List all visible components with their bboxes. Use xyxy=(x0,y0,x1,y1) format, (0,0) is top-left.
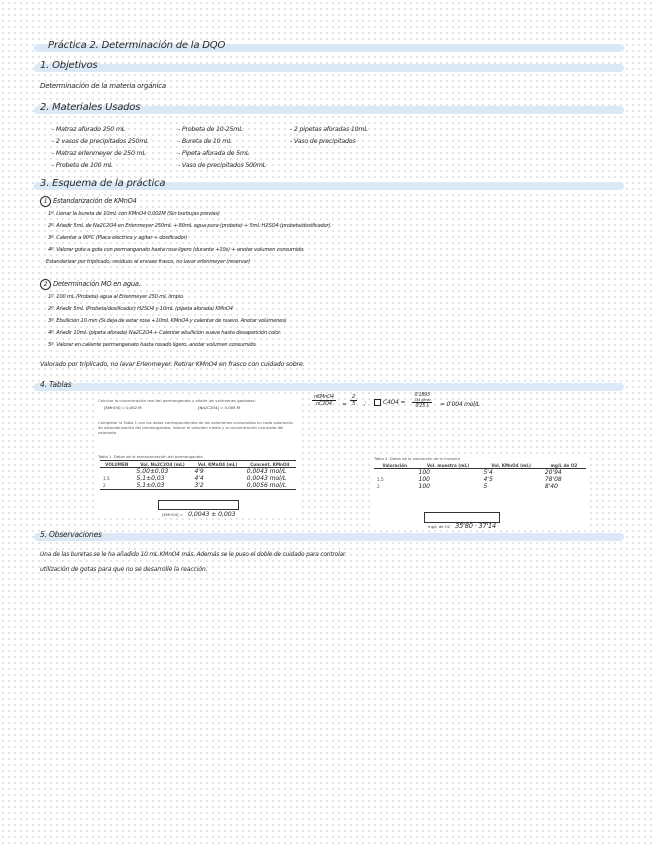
printed-subline: [Na2C2O4] = 0,005 M xyxy=(198,405,240,410)
section-highlight xyxy=(34,64,624,72)
esquema-part1-title: 1 Estandarización de KMnO4 xyxy=(40,196,137,207)
material-item: - Bureta de 10 mL xyxy=(178,138,232,145)
equation-quotient: 0'1893 134 g/mol 0'25 L xyxy=(414,393,431,409)
observaciones-line: utilización de gotas para que no se desarrolle la reacción. xyxy=(40,566,208,573)
material-item: - Pipeta aforada de 5mL xyxy=(178,150,250,157)
material-item: - 2 pipetas aforadas 10mL xyxy=(290,126,368,133)
printed-paragraph: Completar la Tabla 1 con los datos correspondientes de los volúmenes consumidos en cada valoración de estandarización del permanganato, indicar el volumen medio y la concentración calculada del valorante. xyxy=(98,420,294,436)
table-header: VOLUMEN xyxy=(105,461,129,467)
material-item: - Probeta de 10-25mL xyxy=(178,126,243,133)
table-row: 1.5 100 4'5 78'08 xyxy=(377,476,562,483)
material-item: - Matraz erlenmeyer de 250 mL xyxy=(52,150,146,157)
table-row: 1.5 5,1±0,03 4'4 0,0043 mol/L xyxy=(103,475,287,482)
table-row: 2 100 5 8'40 xyxy=(377,483,558,490)
esquema-step: 1º. Llenar la bureta de 10mL con KMnO4 0,002M (Sin burbujas previas) xyxy=(48,211,220,217)
material-item: - Vaso de precipitados 500mL xyxy=(178,162,266,169)
equation-block: nKMnO4 nC2O4 = 2 5 ; C4O4 = 0'1893 134 g/mol 0'25 L = 0'004 mol/L xyxy=(314,393,480,409)
equation-result: = 0'004 mol/L xyxy=(440,401,480,408)
table1-caption: Tabla 1. Datos de la estandarización del permanganato xyxy=(98,454,203,459)
esquema-closing: Valorado por triplicado, no lavar Erlenmeyer. Retirar KMnO4 en frasco con cuidado sobre. xyxy=(40,361,305,368)
esquema-step: 5º. Valorar en caliente permanganato hasta rosado ligero, anotar volumen consumido. xyxy=(48,342,257,348)
printed-table2-block xyxy=(372,454,590,530)
table-header: Vol. KMnO4 (mL) xyxy=(491,462,531,468)
table2 xyxy=(374,462,586,490)
table1-result-box: [KMnO4] = 0,0043 ± 0,003 xyxy=(158,500,239,510)
esquema-step: 3º. Calentar a 90ºC (Placa eléctrica y agitar + dosificador) xyxy=(48,235,188,241)
observaciones-heading: 5. Observaciones xyxy=(40,530,102,539)
material-item: - Probeta de 100 mL xyxy=(52,162,113,169)
equation-ratio: 2 5 xyxy=(352,394,356,407)
printed-subline: [KMnO4] = 0,002 M xyxy=(104,405,142,410)
table-header: mg/L de O2 xyxy=(550,462,578,468)
esquema-step: 1º. 100 mL (Probeta) agua al Erlenmeyer 250 mL limpio xyxy=(48,294,183,300)
esquema-step: 2º. Añadir 5mL (Probeta/dosificador) H2SO4 y 10mL (pipeta aforada) KMnO4 xyxy=(48,306,233,312)
esquema-step: 3º. Ebullición 10 min (Si deja de estar rosa +10mL KMnO4 y calentar de nuevo. Anotar volúmenes) xyxy=(48,318,287,324)
table-header: Vol. Na2C2O4 (mL) xyxy=(140,461,185,467)
esquema-step: 4º. Añadir 10mL (pipeta aforada) Na2C2O4 + Calentar ebullición suave hasta desaparición color. xyxy=(48,330,282,336)
material-item: - Vaso de precipitados xyxy=(290,138,356,145)
tablas-heading: 4. Tablas xyxy=(40,380,72,389)
table2-caption: Tabla 2. Datos de la valoración de la muestra xyxy=(374,456,460,461)
objetivos-text: Determinación de la materia orgánica xyxy=(40,82,166,90)
step-number-circle: 1 xyxy=(40,196,51,207)
table1 xyxy=(100,460,296,490)
material-item: - Matraz aforado 250 mL xyxy=(52,126,126,133)
esquema-part2-title: 2 Determinación MO en agua. xyxy=(40,279,141,290)
section-highlight xyxy=(34,383,624,391)
table-row: 100 5'4 20'94 xyxy=(418,469,562,476)
table-header: Vol. KMnO4 (mL) xyxy=(197,461,238,467)
table2-result-box: mg/L de O2 35'80 · 37'14 xyxy=(424,512,500,523)
objetivos-heading: 1. Objetivos xyxy=(40,60,98,71)
printed-table1-block xyxy=(94,396,302,518)
page-title: Práctica 2. Determinación de la DQO xyxy=(48,40,226,51)
material-item: - 2 vasos de precipitados 250mL xyxy=(52,138,149,145)
equation-fraction: nKMnO4 nC2O4 xyxy=(314,394,334,407)
section-highlight xyxy=(34,533,624,541)
table-row: 2 5,1±0,03 3'2 0,0056 mol/L xyxy=(100,482,296,490)
esquema-step: 4º. Valorar gota a gota con permanganato hasta rosa ligero (durante +10s) + anotar volumen consumido. xyxy=(48,247,305,253)
table-header: Concent. KMnO4 xyxy=(250,461,290,467)
materiales-heading: 2. Materiales Usados xyxy=(40,102,141,113)
printed-caption: Calcular la concentración real del permanganato y añadir los volúmenes gastados: xyxy=(98,398,256,403)
table-header: Vol. muestra (mL) xyxy=(426,462,470,468)
esquema-step: 2º. Añadir 5mL de Na2C2O4 en Erlenmeyer 250mL + 80mL agua pura (probeta) + 5mL H2SO4 (probeta/dosificador). xyxy=(48,223,332,229)
observaciones-line: Una de las buretas se le ha añadido 10 mL KMnO4 más. Además se le puso el doble de cuidado para controlar xyxy=(40,552,346,558)
table-row: 5,00±0,03 4'9 0,0043 mol/L xyxy=(136,468,287,475)
step-number-circle: 2 xyxy=(40,279,51,290)
equation-conc-label: C4O4 = xyxy=(374,399,405,406)
table-header: Valoración xyxy=(382,462,408,468)
esquema-heading: 3. Esquema de la práctica xyxy=(40,178,166,189)
esquema-note: Estandarizar por triplicado, residuos al envase frasco, no lavar erlenmeyer (reservar) xyxy=(46,259,251,265)
